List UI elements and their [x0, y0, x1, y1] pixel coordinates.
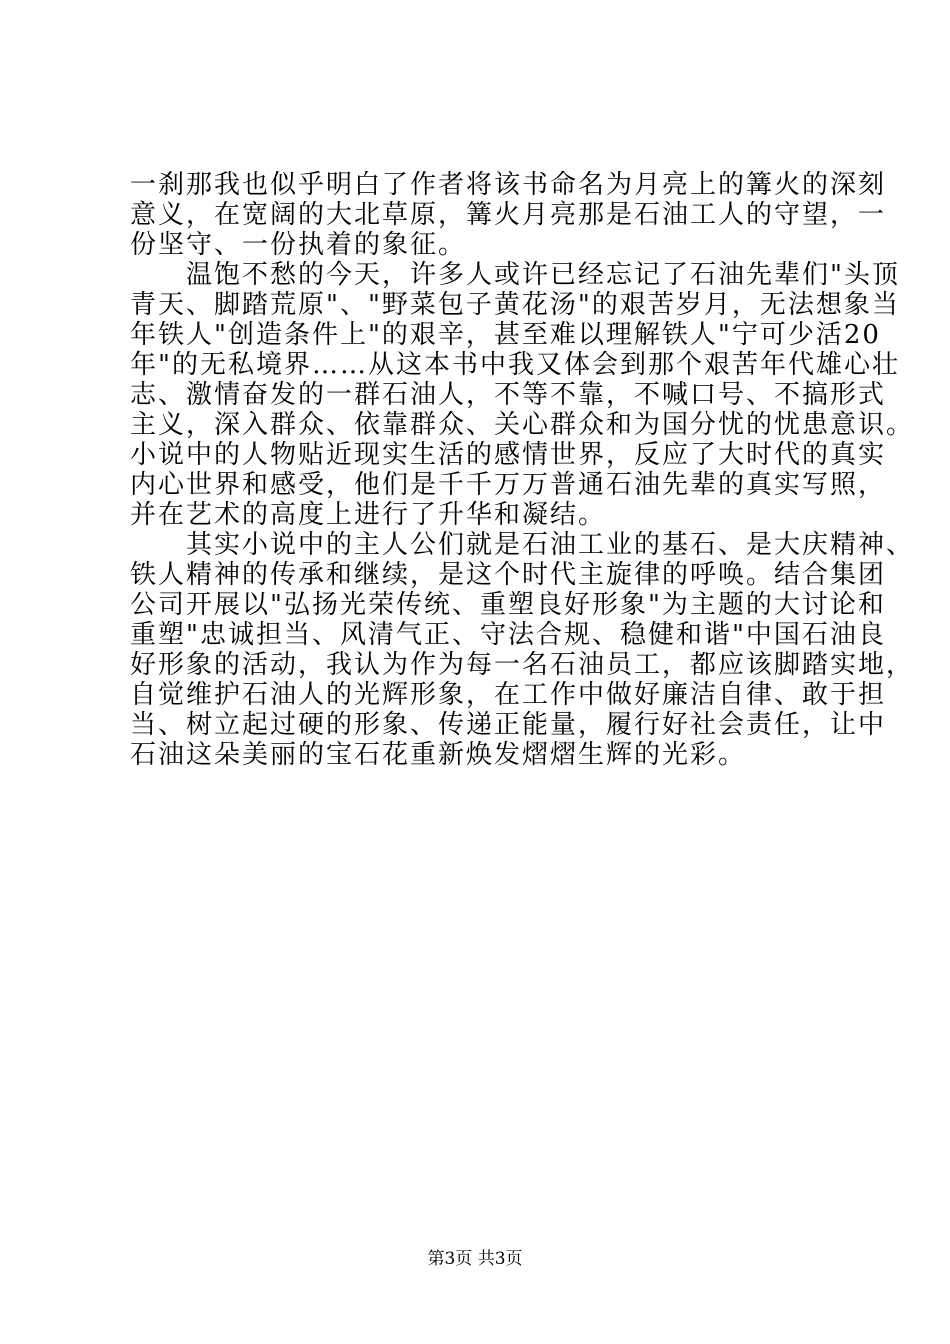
page-footer: [0, 1244, 950, 1269]
text-line: 青天、脚踏荒原"、"野菜包子黄花汤"的艰苦岁月，无法想象当: [130, 290, 900, 320]
page-number: 第3页 共3页: [427, 1249, 523, 1269]
text-line: 年铁人"创造条件上"的艰辛，甚至难以理解铁人"宁可少活20: [130, 320, 881, 350]
text-line: 好形象的活动，我认为作为每一名石油员工，都应该脚踏实地，: [130, 650, 915, 680]
text-line: 自觉维护石油人的光辉形象，在工作中做好廉洁自律、敢于担: [130, 680, 887, 710]
text-line: 铁人精神的传承和继续，是这个时代主旋律的呼唤。结合集团: [130, 560, 887, 590]
text-line: 意义，在宽阔的大北草原，篝火月亮那是石油工人的守望，一: [130, 200, 887, 230]
text-line: 温饱不愁的今天，许多人或许已经忘记了石油先辈们"头顶: [130, 260, 900, 290]
text-line: 一刹那我也似乎明白了作者将该书命名为月亮上的篝火的深刻: [130, 170, 887, 200]
text-line: 公司开展以"弘扬光荣传统、重塑良好形象"为主题的大讨论和: [130, 590, 886, 620]
text-line: 小说中的人物贴近现实生活的感情世界，反应了大时代的真实: [130, 440, 887, 470]
text-line: 当、树立起过硬的形象、传递正能量，履行好社会责任，让中: [130, 710, 887, 740]
text-line: 年"的无私境界……从这本书中我又体会到那个艰苦年代雄心壮: [130, 350, 900, 380]
text-line: 份坚守、一份执着的象征。: [130, 230, 467, 260]
text-line: 并在艺术的高度上进行了升华和凝结。: [130, 500, 607, 530]
text-line: 志、激情奋发的一群石油人，不等不靠，不喊口号、不搞形式: [130, 380, 887, 410]
text-line: 石油这朵美丽的宝石花重新焕发熠熠生辉的光彩。: [130, 740, 747, 770]
text-line: 主义，深入群众、依靠群众、关心群众和为国分忧的忧患意识。: [130, 410, 915, 440]
text-line: 内心世界和感受，他们是千千万万普通石油先辈的真实写照，: [130, 470, 887, 500]
document-body: [130, 170, 915, 770]
text-line: 重塑"忠诚担当、风清气正、守法合规、稳健和谐"中国石油良: [130, 620, 886, 650]
text-line: 其实小说中的主人公们就是石油工业的基石、是大庆精神、: [130, 530, 915, 560]
